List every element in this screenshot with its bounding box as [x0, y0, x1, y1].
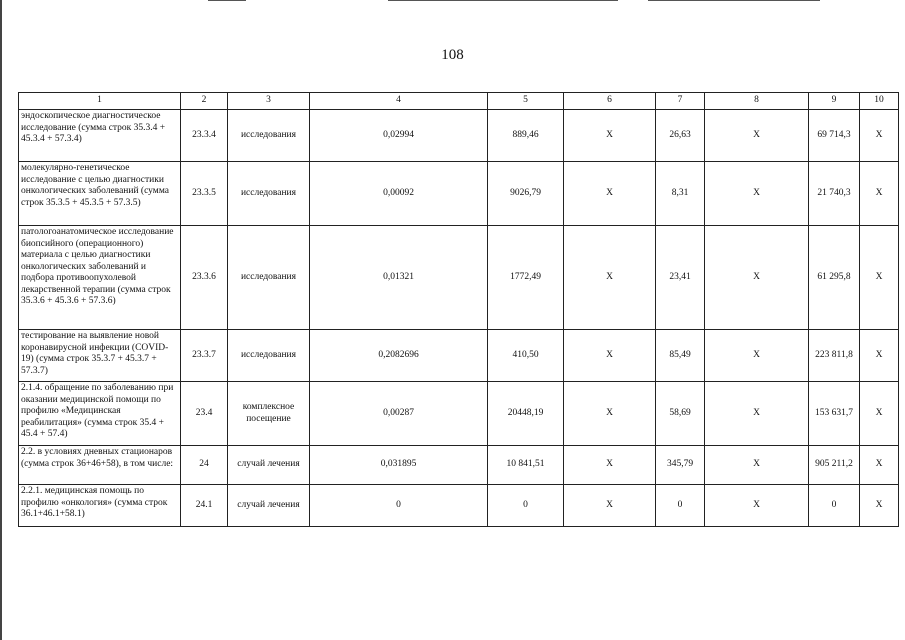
table-row	[19, 226, 899, 330]
table-cell: X	[860, 162, 899, 226]
table-cell: 23,41	[656, 226, 705, 330]
table-cell: 21 740,3	[809, 162, 860, 226]
table-cell: X	[564, 446, 656, 485]
row-description: молекулярно-генетическое исследование с целью диагностики онкологических заболеваний (сумма строк 35.3.5 + 45.3.5 + 57.3.5)	[19, 162, 181, 226]
header-cell: 5	[488, 93, 564, 110]
table-cell: X	[564, 330, 656, 382]
table-cell: X	[705, 162, 809, 226]
table-cell: 223 811,8	[809, 330, 860, 382]
header-cell: 10	[860, 93, 899, 110]
table-cell: 0,02994	[310, 110, 488, 162]
top-rule-middle	[388, 0, 618, 1]
header-cell: 3	[228, 93, 310, 110]
table-row	[19, 330, 899, 382]
row-number: 24	[181, 446, 228, 485]
table-cell: 10 841,51	[488, 446, 564, 485]
page-number: 108	[441, 47, 464, 63]
row-description: 2.2. в условиях дневных стационаров (сумма строк 36+46+58), в том числе:	[19, 446, 181, 485]
table-cell: 0	[488, 485, 564, 527]
row-unit: исследования	[228, 110, 310, 162]
table-cell: X	[564, 382, 656, 446]
header-cell: 4	[310, 93, 488, 110]
table-cell: X	[860, 485, 899, 527]
table-cell: 905 211,2	[809, 446, 860, 485]
table-cell: X	[705, 382, 809, 446]
table-cell: X	[860, 110, 899, 162]
table-cell: X	[564, 485, 656, 527]
row-number: 23.4	[181, 382, 228, 446]
row-unit: исследования	[228, 226, 310, 330]
row-unit: исследования	[228, 330, 310, 382]
row-description: патологоанатомическое исследование биопсийного (операционного) материала с целью диагностики онкологических заболеваний и подбора противоопухолевой лекарственной терапии (сумма строк 35.3.6 + 45.3.6 + 57.3.6)	[19, 226, 181, 330]
table-cell: X	[564, 162, 656, 226]
table-cell: X	[564, 110, 656, 162]
table-cell: 0	[809, 485, 860, 527]
row-description: тестирование на выявление новой коронавирусной инфекции (COVID-19) (сумма строк 35.3.7 + 45.3.7 + 57.3.7)	[19, 330, 181, 382]
table-cell: 61 295,8	[809, 226, 860, 330]
table-cell: X	[705, 110, 809, 162]
header-cell: 1	[19, 93, 181, 110]
row-unit: случай лечения	[228, 446, 310, 485]
header-cell: 7	[656, 93, 705, 110]
row-number: 24.1	[181, 485, 228, 527]
table-cell: 410,50	[488, 330, 564, 382]
table-cell: 69 714,3	[809, 110, 860, 162]
table-cell: 889,46	[488, 110, 564, 162]
row-unit: случай лечения	[228, 485, 310, 527]
table-cell: 0	[310, 485, 488, 527]
data-table	[18, 92, 899, 527]
table-cell: 0,01321	[310, 226, 488, 330]
header-cell: 8	[705, 93, 809, 110]
row-unit: комплексное посещение	[228, 382, 310, 446]
table-cell: 345,79	[656, 446, 705, 485]
row-description: 2.2.1. медицинская помощь по профилю «онкология» (сумма строк 36.1+46.1+58.1)	[19, 485, 181, 527]
table-cell: X	[860, 446, 899, 485]
table-cell: 26,63	[656, 110, 705, 162]
table-cell: 85,49	[656, 330, 705, 382]
table-row	[19, 162, 899, 226]
header-cell: 9	[809, 93, 860, 110]
table-cell: 9026,79	[488, 162, 564, 226]
table-cell: X	[705, 330, 809, 382]
table-cell: 0	[656, 485, 705, 527]
table-row	[19, 446, 899, 485]
header-cell: 6	[564, 93, 656, 110]
table-cell: 8,31	[656, 162, 705, 226]
row-number: 23.3.4	[181, 110, 228, 162]
table-cell: 20448,19	[488, 382, 564, 446]
row-number: 23.3.5	[181, 162, 228, 226]
table-cell: 0,2082696	[310, 330, 488, 382]
page-left-edge	[0, 0, 2, 640]
table-cell: 1772,49	[488, 226, 564, 330]
row-unit: исследования	[228, 162, 310, 226]
header-cell: 2	[181, 93, 228, 110]
table-cell: 58,69	[656, 382, 705, 446]
row-number: 23.3.7	[181, 330, 228, 382]
table-cell: 153 631,7	[809, 382, 860, 446]
table-cell: X	[705, 226, 809, 330]
table-cell: 0,00092	[310, 162, 488, 226]
top-rule-right	[648, 0, 820, 1]
table-header-row	[19, 93, 899, 110]
table-cell: X	[564, 226, 656, 330]
top-rule-left	[208, 0, 246, 1]
table-cell: 0,031895	[310, 446, 488, 485]
table-cell: 0,00287	[310, 382, 488, 446]
table-cell: X	[860, 226, 899, 330]
table-row	[19, 485, 899, 527]
row-description: эндоскопическое диагностическое исследование (сумма строк 35.3.4 + 45.3.4 + 57.3.4)	[19, 110, 181, 162]
table-cell: X	[705, 446, 809, 485]
table-row	[19, 110, 899, 162]
row-number: 23.3.6	[181, 226, 228, 330]
table-cell: X	[860, 330, 899, 382]
row-description: 2.1.4. обращение по заболеванию при оказании медицинской помощи по профилю «Медицинская реабилитация» (сумма строк 35.4 + 45.4 + 57.4)	[19, 382, 181, 446]
table-cell: X	[860, 382, 899, 446]
table-cell: X	[705, 485, 809, 527]
table-row	[19, 382, 899, 446]
